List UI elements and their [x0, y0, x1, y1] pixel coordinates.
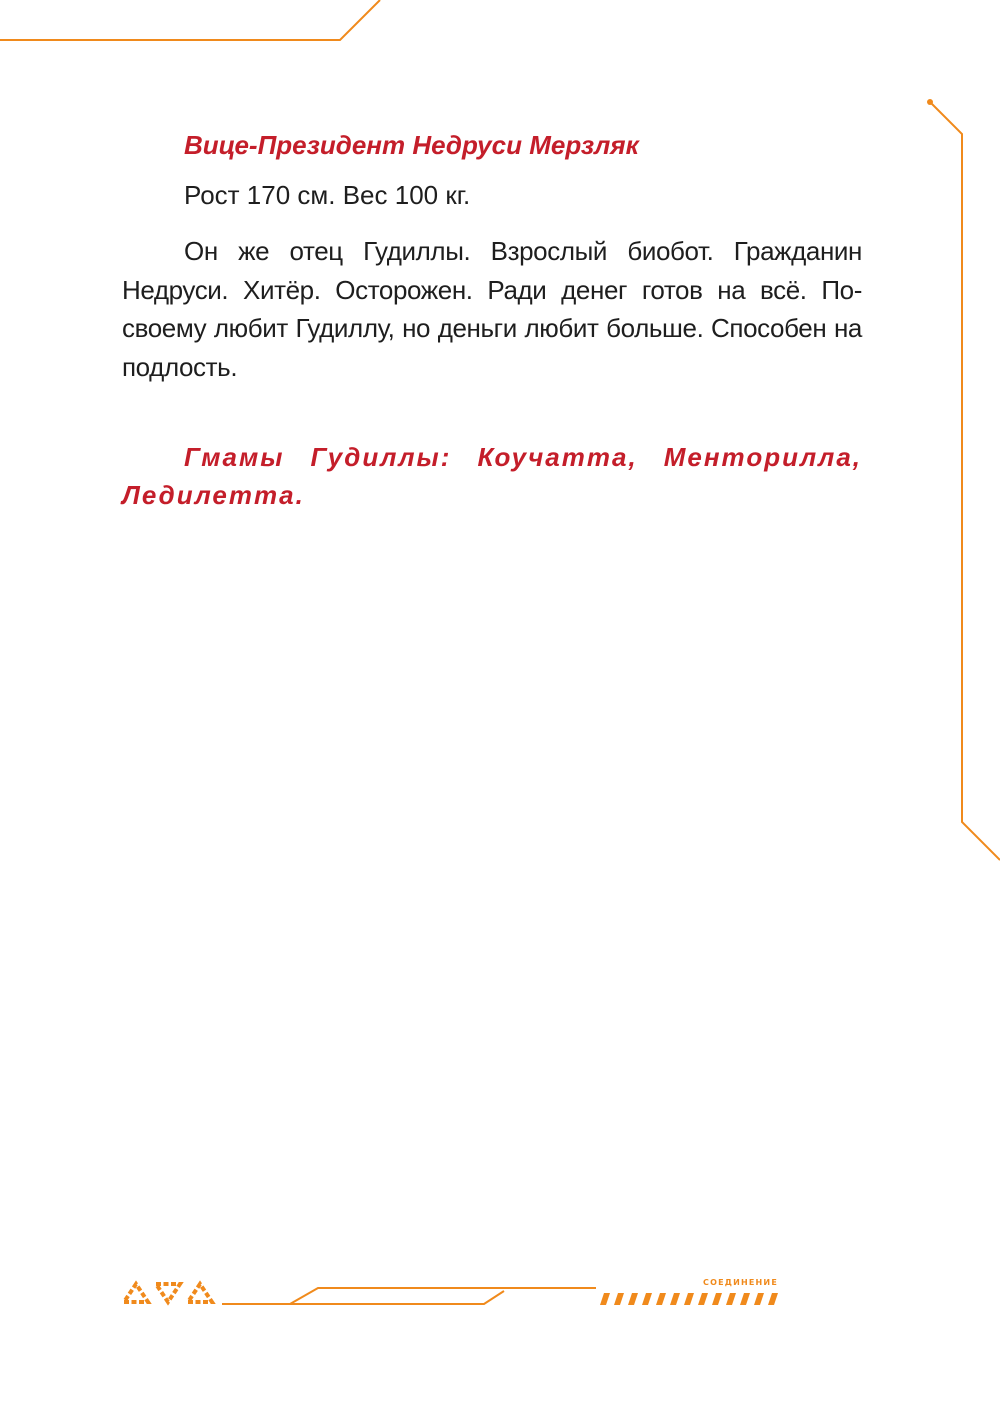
- gmamy-heading: Гмамы Гудиллы: Коучатта, Менторилла, Ледилетта.: [122, 442, 862, 510]
- right-bracket-line: [930, 102, 1000, 860]
- character-bio: Он же отец Гудиллы. Взрослый биобот. Гражданин Недруси. Хитёр. Осторожен. Ради денег готов на всё. По-своему любит Гудиллу, но деньги любит больше. Способен на подлость.: [122, 236, 862, 382]
- bracket-dot: [927, 99, 933, 105]
- top-corner-line: [0, 0, 380, 40]
- triangles-logo-icon: [124, 1284, 212, 1302]
- character-name-heading: Вице-Президент Недруси Мерзляк: [184, 130, 639, 160]
- footer-line-lower: [222, 1291, 504, 1304]
- footer-label: СОЕДИНЕНИЕ: [703, 1278, 778, 1287]
- page-content: [122, 126, 862, 514]
- character-stats: Рост 170 см. Вес 100 кг.: [184, 180, 471, 210]
- footer-stripes: [600, 1293, 778, 1305]
- footer-line-upper: [290, 1288, 596, 1304]
